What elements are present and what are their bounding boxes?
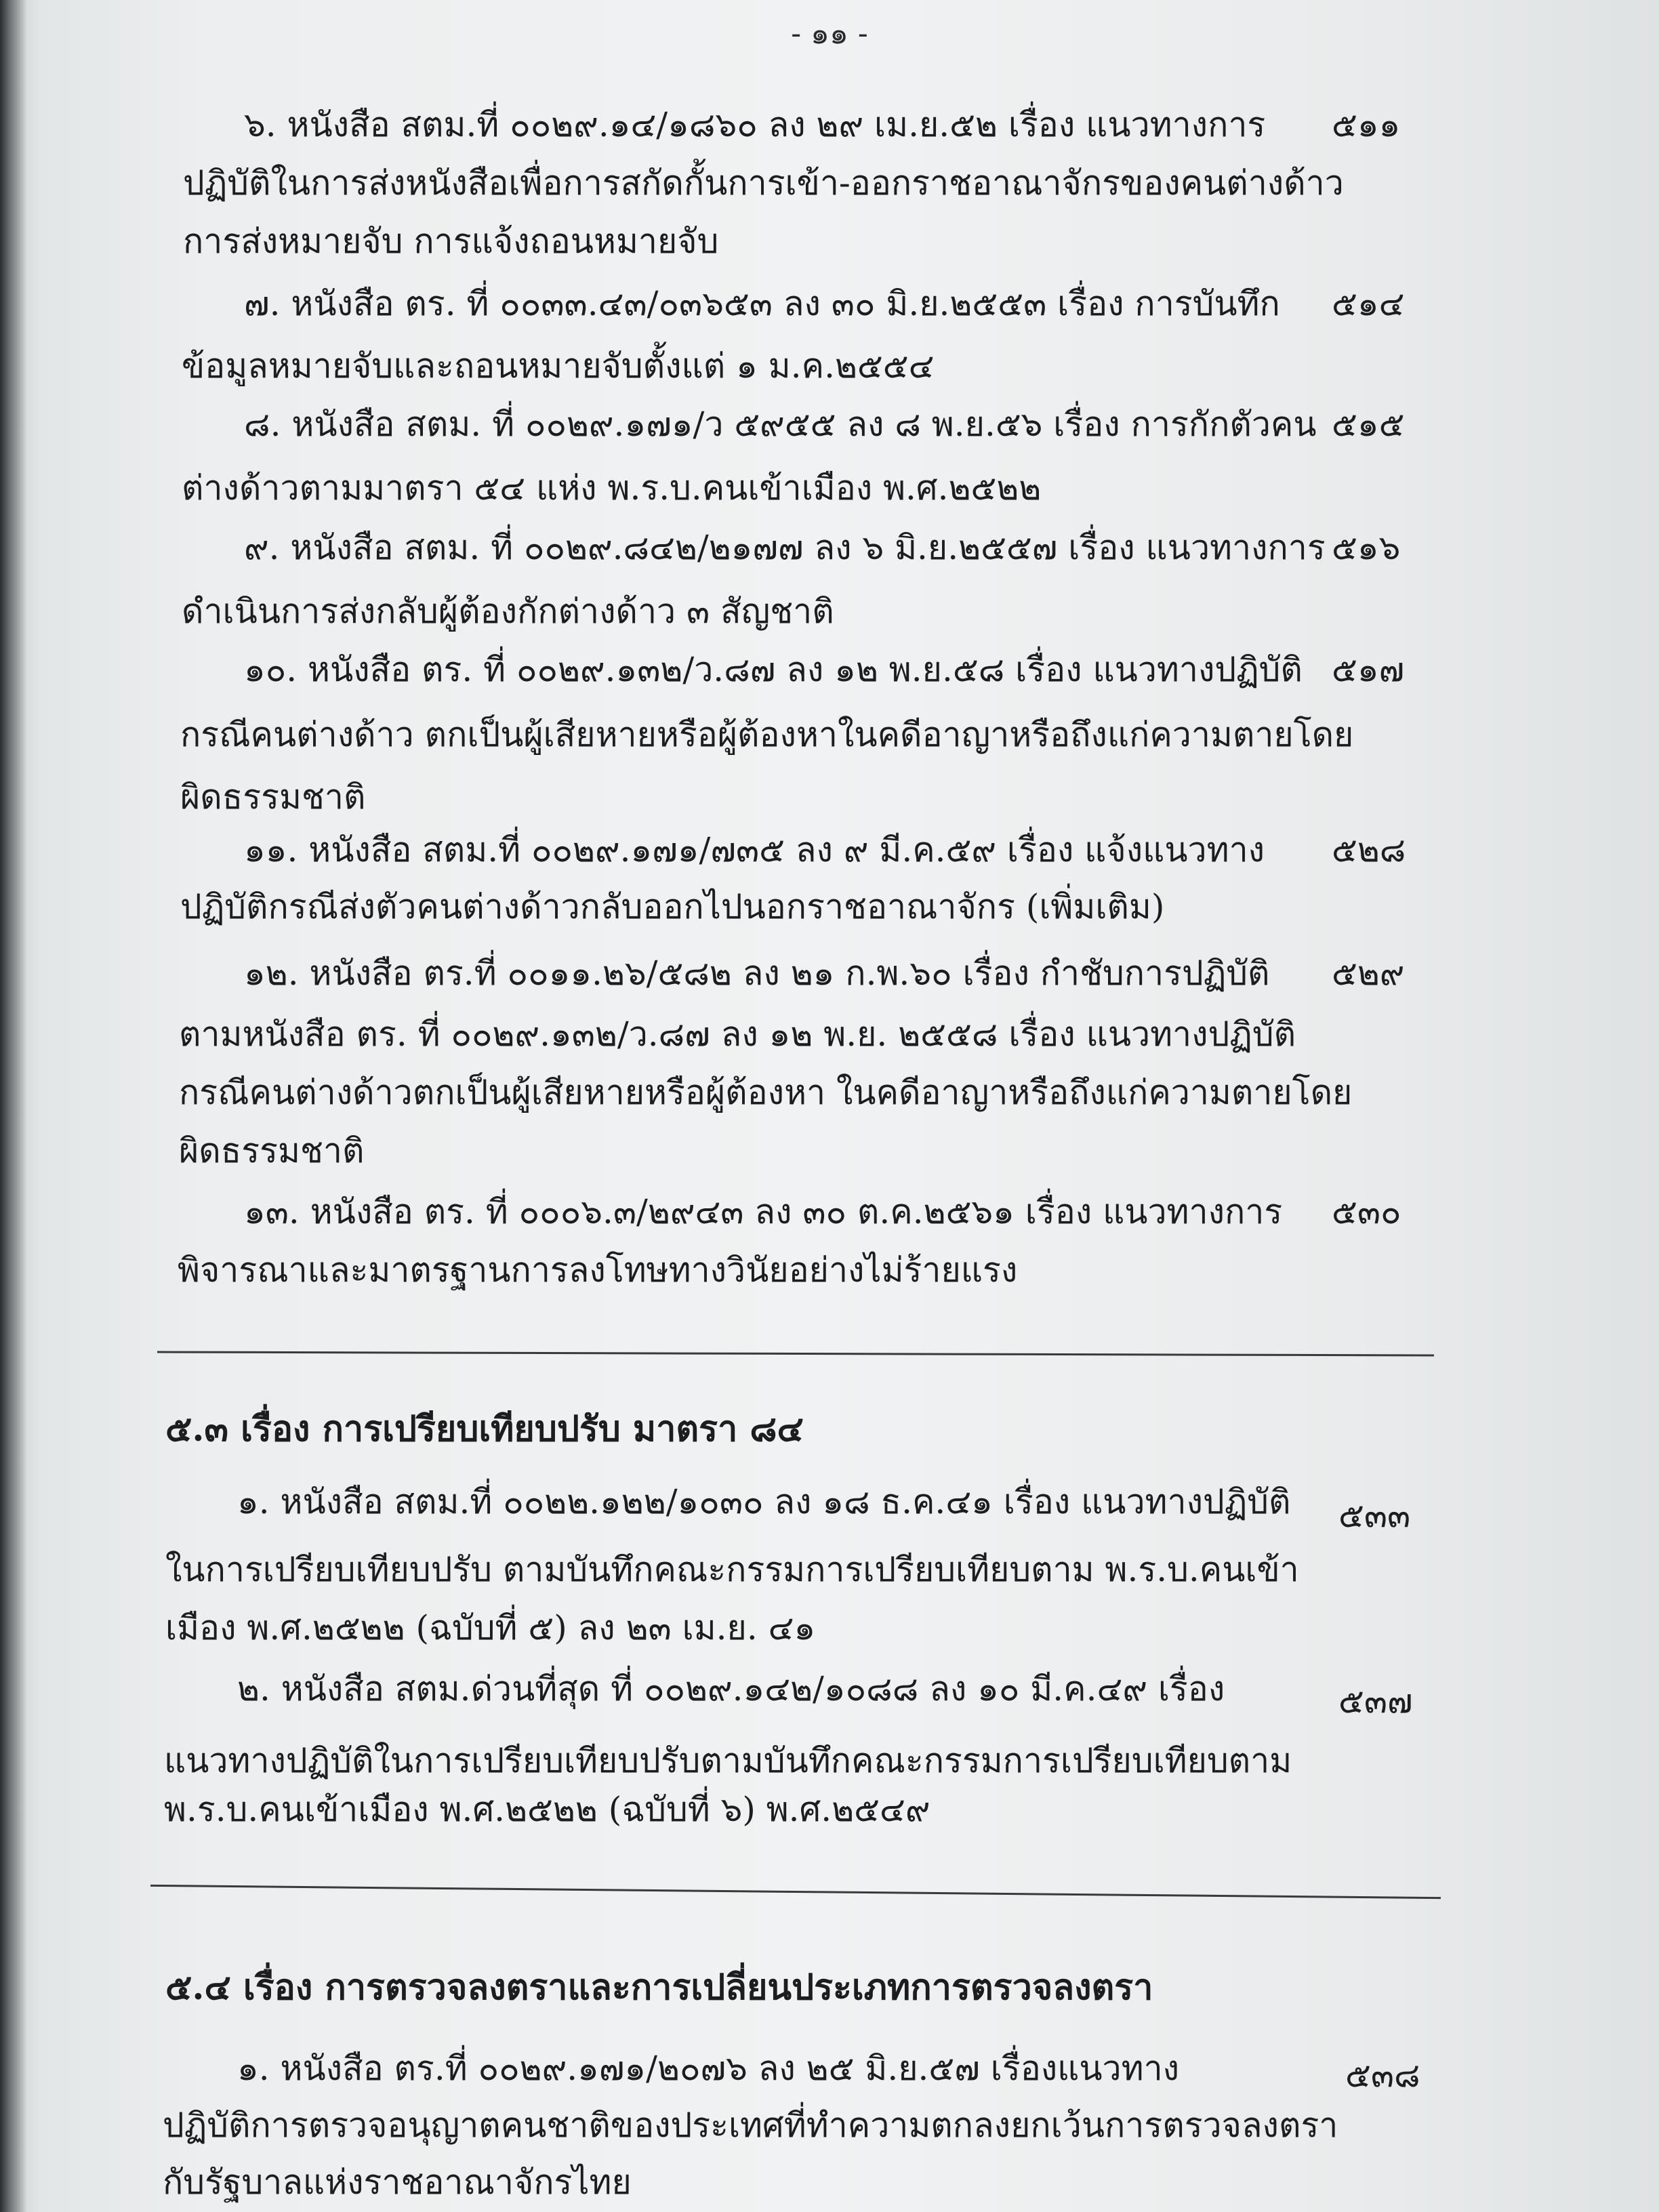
page-reference: ๕๓๓ bbox=[1338, 1496, 1411, 1535]
entry-line: กรณีคนต่างด้าว ตกเป็นผู้เสียหายหรือผู้ต้องหาในคดีอาญาหรือถึงแก่ความตายโดย bbox=[180, 715, 1354, 754]
entry-line: ปฏิบัติในการส่งหนังสือเพื่อการสกัดกั้นการเข้า-ออกราชอาณาจักรของคนต่างด้าว bbox=[183, 163, 1344, 203]
page-reference: ๕๑๗ bbox=[1332, 650, 1405, 689]
page-reference: ๕๑๔ bbox=[1332, 284, 1405, 323]
page-reference: ๕๓๘ bbox=[1345, 2055, 1420, 2095]
page-reference: ๕๒๙ bbox=[1332, 954, 1405, 993]
entry-line: ๑๒. หนังสือ ตร.ที่ ๐๐๑๑.๒๖/๕๘๒ ลง ๒๑ ก.พ.๖๐ เรื่อง กำชับการปฏิบัติ bbox=[244, 954, 1270, 993]
entry-line: ๑๓. หนังสือ ตร. ที่ ๐๐๐๖.๓/๒๙๔๓ ลง ๓๐ ต.ค.๒๕๖๑ เรื่อง แนวทางการ bbox=[244, 1192, 1283, 1231]
entry-line: ๖. หนังสือ สตม.ที่ ๐๐๒๙.๑๔/๑๘๖๐ ลง ๒๙ เม.ย.๕๒ เรื่อง แนวทางการ bbox=[244, 105, 1266, 144]
entry-line: ดำเนินการส่งกลับผู้ต้องกักต่างด้าว ๓ สัญชาติ bbox=[182, 592, 834, 631]
entry-line: พิจารณาและมาตรฐานการลงโทษทางวินัยอย่างไม่ร้ายแรง bbox=[178, 1250, 1018, 1290]
entry-line: เมือง พ.ศ.๒๕๒๒ (ฉบับที่ ๕) ลง ๒๓ เม.ย. ๔๑ bbox=[165, 1608, 816, 1647]
entry-line: ตามหนังสือ ตร. ที่ ๐๐๒๙.๑๓๒/ว.๘๗ ลง ๑๒ พ.ย. ๒๕๕๘ เรื่อง แนวทางปฏิบัติ bbox=[179, 1015, 1296, 1054]
entry-line: ๑๐. หนังสือ ตร. ที่ ๐๐๒๙.๑๓๒/ว.๘๗ ลง ๑๒ พ.ย.๕๘ เรื่อง แนวทางปฏิบัติ bbox=[244, 650, 1303, 689]
entry-line: ปฏิบัติกรณีส่งตัวคนต่างด้าวกลับออกไปนอกราชอาณาจักร (เพิ่มเติม) bbox=[180, 887, 1165, 926]
section-divider bbox=[150, 1885, 1441, 1899]
entry-line: ผิดธรรมชาติ bbox=[180, 777, 366, 817]
entry-line: ๑๑. หนังสือ สตม.ที่ ๐๐๒๙.๑๗๑/๗๓๕ ลง ๙ มี.ค.๕๙ เรื่อง แจ้งแนวทาง bbox=[244, 830, 1265, 869]
page-reference: ๕๓๐ bbox=[1332, 1192, 1401, 1231]
entry-line: กรณีคนต่างด้าวตกเป็นผู้เสียหายหรือผู้ต้องหา ในคดีอาญาหรือถึงแก่ความตายโดย bbox=[179, 1073, 1353, 1112]
entry-line: ต่างด้าวตามมาตรา ๕๔ แห่ง พ.ร.บ.คนเข้าเมือง พ.ศ.๒๕๒๒ bbox=[182, 468, 1042, 508]
entry-line: ผิดธรรมชาติ bbox=[179, 1131, 365, 1170]
entry-line: การส่งหมายจับ การแจ้งถอนหมายจับ bbox=[183, 222, 719, 261]
section-divider bbox=[157, 1351, 1434, 1357]
entry-line: ๑. หนังสือ ตร.ที่ ๐๐๒๙.๑๗๑/๒๐๗๖ ลง ๒๕ มิ.ย.๕๗ เรื่องแนวทาง bbox=[237, 2049, 1180, 2088]
entry-line: ในการเปรียบเทียบปรับ ตามบันทึกคณะกรรมการเปรียบเทียบตาม พ.ร.บ.คนเข้า bbox=[165, 1550, 1299, 1589]
entry-line: ๑. หนังสือ สตม.ที่ ๐๐๒๒.๑๒๒/๑๐๓๐ ลง ๑๘ ธ.ค.๔๑ เรื่อง แนวทางปฏิบัติ bbox=[237, 1482, 1291, 1521]
page-reference: ๕๒๘ bbox=[1332, 830, 1406, 869]
entry-line: ปฏิบัติการตรวจอนุญาตคนชาติของประเทศที่ทำความตกลงยกเว้นการตรวจลงตรา bbox=[163, 2106, 1338, 2145]
entry-line: ๒. หนังสือ สตม.ด่วนที่สุด ที่ ๐๐๒๙.๑๔๒/๑๐๘๘ ลง ๑๐ มี.ค.๔๙ เรื่อง bbox=[237, 1669, 1225, 1708]
section-heading: ๕.๔ เรื่อง การตรวจลงตราและการเปลี่ยนประเภทการตรวจลงตรา bbox=[165, 1967, 1153, 2008]
entry-line: กับรัฐบาลแห่งราชอาณาจักรไทย bbox=[163, 2163, 632, 2202]
entry-line: พ.ร.บ.คนเข้าเมือง พ.ศ.๒๕๒๒ (ฉบับที่ ๖) พ.ศ.๒๕๔๙ bbox=[164, 1790, 930, 1829]
page-number: - ๑๑ - bbox=[791, 16, 868, 51]
entry-line: ข้อมูลหมายจับและถอนหมายจับตั้งแต่ ๑ ม.ค.๒๕๕๔ bbox=[182, 346, 935, 386]
book-binding-shadow bbox=[0, 0, 27, 2212]
page-reference: ๕๑๕ bbox=[1332, 405, 1405, 444]
section-heading: ๕.๓ เรื่อง การเปรียบเทียบปรับ มาตรา ๘๔ bbox=[165, 1408, 804, 1450]
page-reference: ๕๓๗ bbox=[1338, 1681, 1413, 1721]
entry-line: ๘. หนังสือ สตม. ที่ ๐๐๒๙.๑๗๑/ว ๕๙๕๕ ลง ๘ พ.ย.๕๖ เรื่อง การกักตัวคน bbox=[244, 405, 1317, 444]
page-reference: ๕๑๖ bbox=[1332, 528, 1401, 567]
entry-line: ๗. หนังสือ ตร. ที่ ๐๐๓๓.๔๓/๐๓๖๕๓ ลง ๓๐ มิ.ย.๒๕๕๓ เรื่อง การบันทึก bbox=[244, 284, 1280, 323]
entry-line: ๙. หนังสือ สตม. ที่ ๐๐๒๙.๘๔๒/๒๑๗๗ ลง ๖ มิ.ย.๒๕๕๗ เรื่อง แนวทางการ bbox=[244, 528, 1326, 567]
entry-line: แนวทางปฏิบัติในการเปรียบเทียบปรับตามบันทึกคณะกรรมการเปรียบเทียบตาม bbox=[164, 1741, 1292, 1780]
page-reference: ๕๑๑ bbox=[1332, 105, 1401, 144]
